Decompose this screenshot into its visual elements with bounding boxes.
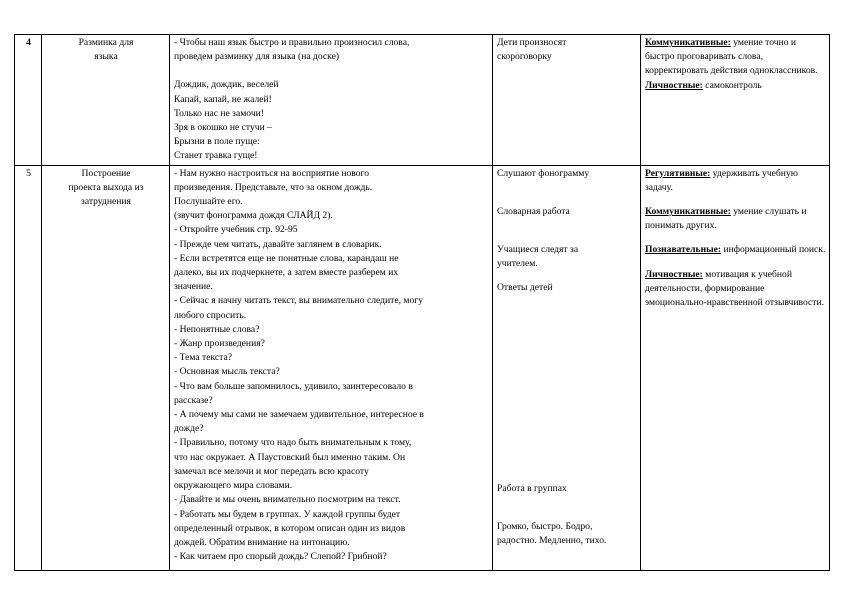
teacher-line: дождей. Обратим внимание на интонацию. bbox=[174, 536, 350, 548]
teacher-line: (звучит фонограмма дождя СЛАЙД 2). bbox=[174, 210, 333, 222]
stage-number: 4 bbox=[26, 37, 31, 48]
uud-label: Личностные: bbox=[645, 268, 703, 280]
student-listen: Слушают фонограмму bbox=[497, 167, 590, 179]
spacer bbox=[497, 233, 637, 243]
spacer bbox=[497, 271, 637, 281]
student-follow: Учащиеся следят за bbox=[497, 244, 579, 256]
teacher-line: - Как читаем про спорый дождь? Слепой? Грибной? bbox=[174, 551, 387, 563]
teacher-line: проведем разминку для языка (на доске) bbox=[174, 51, 340, 63]
teacher-line: что нас окружает. А Паустовский был именно таким. Он bbox=[174, 451, 406, 463]
uud-item bbox=[645, 268, 826, 311]
stage-number: 5 bbox=[26, 167, 31, 179]
poem-line: Дождик, дождик, веселей bbox=[174, 79, 279, 91]
teacher-activity-cell bbox=[170, 35, 493, 166]
teacher-line: рассказе? bbox=[174, 394, 213, 406]
uud-cell bbox=[641, 35, 830, 166]
student-activity-cell bbox=[493, 35, 641, 166]
student-follow: учителем. bbox=[497, 258, 538, 270]
poem-line: Брызни в поле пуще: bbox=[174, 136, 260, 148]
teacher-line: произведения. Представьте, что за окном дождь. bbox=[174, 181, 373, 193]
teacher-line: дожде? bbox=[174, 423, 204, 435]
teacher-line: замечал все мелочи и мог передать всю красоту bbox=[174, 465, 369, 477]
stage-name-line: Разминка для bbox=[78, 37, 134, 48]
table-row bbox=[15, 35, 830, 166]
teacher-line: определенный отрывок, в котором описан один из видов bbox=[174, 522, 406, 534]
uud-text: мотивация к учебной деятельности, формирование эмоционально-нравственной отзывчивости. bbox=[645, 268, 824, 309]
teacher-line: Послушайте его. bbox=[174, 196, 243, 208]
uud-cell bbox=[641, 165, 830, 570]
uud-text: самоконтроль bbox=[702, 79, 762, 91]
teacher-line: - Нам нужно настроиться на восприятие нового bbox=[174, 167, 370, 179]
teacher-line: далеко, вы их подчеркнете, а затем вместе разберем их bbox=[174, 267, 399, 279]
spacer bbox=[645, 233, 826, 243]
uud-text: удерживать учебную задачу. bbox=[645, 167, 798, 193]
uud-item bbox=[645, 243, 826, 257]
uud-text: информационный поиск. bbox=[721, 244, 826, 256]
student-groups: Работа в группах bbox=[497, 482, 567, 494]
teacher-line: - Жанр произведения? bbox=[174, 338, 265, 350]
teacher-line: значение. bbox=[174, 281, 213, 293]
poem-line: Станет травка гуще! bbox=[174, 150, 258, 162]
stage-name-cell bbox=[42, 165, 170, 570]
uud-label: Регулятивные: bbox=[645, 167, 711, 179]
teacher-line: - Если встретятся еще не понятные слова, карандаш не bbox=[174, 252, 399, 264]
teacher-line: - Сейчас я начну читать текст, вы внимательно следите, могу bbox=[174, 295, 424, 307]
poem-line: Капай, капай, не жалей! bbox=[174, 93, 272, 105]
teacher-line: - Прежде чем читать, давайте заглянем в словарик. bbox=[174, 238, 382, 250]
stage-number-cell bbox=[15, 35, 42, 166]
teacher-activity-cell bbox=[170, 165, 493, 570]
spacer bbox=[497, 219, 637, 233]
stage-name-line: затруднения bbox=[81, 196, 131, 208]
lesson-plan-table bbox=[14, 34, 830, 571]
uud-item bbox=[645, 205, 826, 233]
teacher-line: - Работать мы будем в группах. У каждой группы будет bbox=[174, 508, 401, 520]
spacer bbox=[497, 195, 637, 205]
uud-label: Коммуникативные: bbox=[645, 206, 731, 218]
teacher-line: любого спросить. bbox=[174, 309, 247, 321]
teacher-line: - Правильно, потому что надо быть внимательным к тому, bbox=[174, 437, 412, 449]
spacer bbox=[497, 510, 637, 520]
uud-text: умение слушать и понимать других. bbox=[645, 206, 807, 232]
stage-name-line: проекта выхода из bbox=[68, 181, 144, 193]
uud-label: Познавательные: bbox=[645, 244, 722, 256]
stage-number-cell bbox=[15, 165, 42, 570]
stage-name-line: Построение bbox=[81, 167, 131, 179]
spacer bbox=[497, 296, 637, 482]
spacer bbox=[497, 496, 637, 510]
teacher-line: - А почему мы сами не замечаем удивительное, интересное в bbox=[174, 409, 424, 421]
spacer bbox=[497, 181, 637, 195]
spacer bbox=[174, 64, 489, 78]
stage-name-cell bbox=[42, 35, 170, 166]
uud-label: Коммуникативные: bbox=[645, 37, 731, 48]
spacer bbox=[645, 195, 826, 205]
stage-name-line: языка bbox=[94, 51, 118, 63]
student-answers: Ответы детей bbox=[497, 282, 553, 294]
table-row bbox=[15, 165, 830, 570]
spacer bbox=[645, 258, 826, 268]
student-line: Дети произносят bbox=[497, 37, 567, 48]
teacher-line: - Чтобы наш язык быстро и правильно произносил слова, bbox=[174, 37, 410, 48]
teacher-line: - Основная мысль текста? bbox=[174, 366, 280, 378]
poem-line: Только нас не замочи! bbox=[174, 107, 265, 119]
student-reading: радостно. Медленно, тихо. bbox=[497, 535, 607, 547]
teacher-line: - Откройте учебник стр. 92-95 bbox=[174, 224, 298, 236]
student-activity-cell bbox=[493, 165, 641, 570]
uud-item bbox=[645, 79, 826, 93]
teacher-line: - Тема текста? bbox=[174, 352, 232, 364]
teacher-line: окружающего мира словами. bbox=[174, 480, 293, 492]
uud-text: умение точно и быстро проговаривать слова, корректировать действия одноклассников. bbox=[645, 37, 818, 77]
teacher-line: - Давайте и мы очень внимательно посмотрим на текст. bbox=[174, 494, 401, 506]
teacher-line: - Что вам больше запомнилось, удивило, заинтересовало в bbox=[174, 380, 413, 392]
uud-item bbox=[645, 167, 826, 195]
poem-line: Зря в окошко не стучи – bbox=[174, 122, 272, 134]
student-vocab: Словарная работа bbox=[497, 205, 570, 217]
student-line: скороговорку bbox=[497, 51, 552, 63]
uud-label: Личностные: bbox=[645, 79, 703, 91]
teacher-line: - Непонятные слова? bbox=[174, 323, 260, 335]
student-reading: Громко, быстро. Бодро, bbox=[497, 520, 593, 532]
uud-item bbox=[645, 36, 826, 79]
